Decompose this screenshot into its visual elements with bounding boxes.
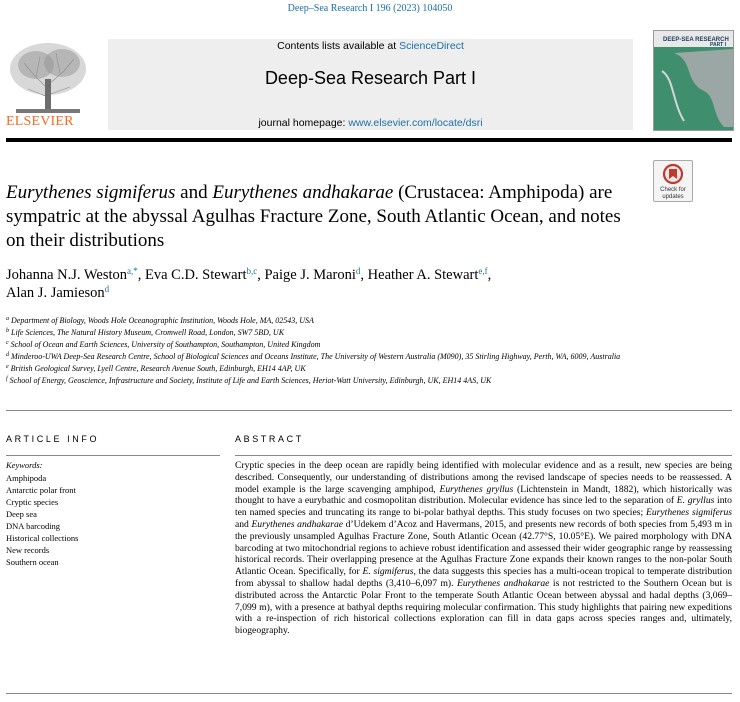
title-and: and: [175, 182, 213, 203]
author-affiliation-marker[interactable]: d: [104, 284, 110, 294]
author-name[interactable]: Heather A. Stewart: [367, 267, 479, 283]
author-name[interactable]: Paige J. Maroni: [264, 267, 356, 283]
keyword-item: Antarctic polar front: [6, 485, 76, 495]
affiliation-text: Minderoo-UWA Deep-Sea Research Centre, School of Biological Sciences and Oceans Institute, The University of Western Australia (M090), 35 Stirling Highway, Perth, WA, 6009, Australia: [11, 352, 621, 361]
affiliation-text: School of Ocean and Earth Sciences, University of Southampton, Southampton, United Kingdom: [10, 340, 321, 349]
affiliation-item: [6, 327, 646, 339]
cover-title: DEEP-SEA RESEARCH: [663, 37, 729, 43]
abstract-segment: d’Udekem d’Acoz and Havermans, 2015, and presents new records of both species from 5,493 m in the previously unsampled Agulhas Fracture Zone, South Atlantic Ocean (42.77°S, 10.05°E). We paired morphology with DNA barcoding at two mitochondrial regions to achieve robust identification and assessed their wider geographic range by reassessing historical records. Their overlapping presence at the Agulhas Fracture Zone expands their known ranges to the non-polar South Atlantic Ocean. Specifically, for: [235, 518, 732, 578]
title-species-2: Eurythenes andhakarae: [212, 182, 394, 203]
author-affiliation-marker[interactable]: d: [355, 266, 361, 276]
abstract-italic: E. sigmiferus: [362, 566, 414, 578]
journal-reference[interactable]: Deep–Sea Research I 196 (2023) 104050: [287, 3, 453, 14]
keyword-item: Amphipoda: [6, 473, 47, 483]
author-name[interactable]: Alan J. Jamieson: [6, 285, 105, 301]
homepage-line: [108, 117, 633, 129]
article-info-heading: ARTICLE INFO: [6, 434, 100, 444]
affiliation-item: [6, 315, 646, 327]
abstract-italic: Eurythenes sigmiferus: [646, 507, 732, 519]
abstract-italic: E. gryllus: [676, 495, 715, 507]
author-separator: ,: [360, 267, 368, 283]
abstract-segment: , the data suggests this species has a multi-ocean tropical to temperate distribution from abyssal to shallow hadal depths (3,410–6,097 m).: [235, 566, 732, 589]
affiliation-key: e: [6, 364, 9, 370]
journal-header: [108, 39, 633, 130]
article-info-rule: [6, 455, 220, 456]
keyword-item: New records: [6, 545, 50, 555]
abstract-text: [235, 460, 732, 637]
cover-art: [654, 31, 733, 130]
abstract-segment: Cryptic species in the deep ocean are rapidly being identified with molecular evidence and as a result, new species are being described. Consequently, our understanding of distributions among the revised landscape of species needs to be reassessed. A model example is the large scavenging amphipod,: [235, 460, 732, 495]
author-affiliation-marker[interactable]: b,c: [246, 266, 258, 276]
abstract-italic: Eurythenes andhakarae: [251, 518, 344, 530]
author-list: [6, 266, 646, 302]
abstract-heading: ABSTRACT: [235, 434, 304, 444]
author-separator: ,: [137, 267, 145, 283]
abstract-italic: Eurythenes andhakarae: [456, 577, 550, 589]
author-name[interactable]: Eva C.D. Stewart: [145, 267, 247, 283]
journal-cover-image[interactable]: [653, 30, 734, 131]
contents-line: [108, 40, 633, 52]
sciencedirect-link[interactable]: ScienceDirect: [399, 40, 464, 52]
keyword-item: Southern ocean: [6, 557, 59, 567]
contents-prefix: Contents lists available at: [277, 40, 400, 52]
article-title: [6, 181, 636, 253]
affiliation-key: c: [6, 340, 9, 346]
affiliation-item: [6, 339, 646, 351]
keyword-item: DNA barcoding: [6, 521, 61, 531]
affiliation-text: Department of Biology, Woods Hole Oceanographic Institution, Woods Hole, MA, 02543, USA: [11, 316, 314, 325]
keywords-list: [6, 472, 78, 568]
affiliation-key: a: [6, 316, 9, 322]
bottom-divider: [6, 693, 732, 694]
affiliation-item: [6, 351, 646, 363]
author-name[interactable]: Johanna N.J. Weston: [6, 267, 127, 283]
affiliation-text: Life Sciences, The Natural History Museum, Cromwell Road, London, SW7 5BD, UK: [11, 328, 285, 337]
title-rest: (Crustacea: Amphipoda) are sympatric at the abyssal Agulhas Fracture Zone, South Atlantic Ocean, and notes on their distributions: [6, 182, 621, 251]
homepage-prefix: journal homepage:: [258, 117, 349, 129]
author-affiliation-marker[interactable]: e,f: [478, 266, 488, 276]
abstract-segment: (Lichtenstein in Mandt, 1882), which historically was thought to have a eurybathic and cosmopolitan distribution. Molecular evidence has since led to the separation of: [235, 483, 733, 507]
journal-homepage-link[interactable]: www.elsevier.com/locate/dsri: [348, 117, 483, 129]
keyword-item: Cryptic species: [6, 497, 59, 507]
author-separator: ,: [487, 267, 492, 283]
affiliation-key: b: [6, 328, 9, 334]
title-species-1: Eurythenes sigmiferus: [6, 182, 176, 203]
affiliation-item: [6, 375, 646, 387]
affiliation-key: f: [6, 376, 8, 382]
affiliation-text: British Geological Survey, Lyell Centre, Research Avenue South, Edinburgh, EH14 4AP, UK: [10, 364, 306, 373]
section-divider: [6, 410, 732, 411]
abstract-rule: [235, 455, 732, 456]
affiliation-item: [6, 363, 646, 375]
elsevier-wordmark: ELSEVIER: [6, 114, 74, 129]
abstract-segment: into ten named species and truncating its range to bi-polar bathyal depths. This study focuses on two species;: [235, 495, 732, 519]
header-divider: [6, 138, 732, 142]
abstract-italic: Eurythenes gryllus: [439, 483, 514, 495]
keyword-item: Deep sea: [6, 509, 37, 519]
author-separator: ,: [257, 267, 265, 283]
check-updates-label: Check for updates: [660, 187, 686, 200]
abstract-segment: is not restricted to the Southern Ocean but is distributed across the Antarctic Polar Front to the temperate South Atlantic Ocean between abyssal and hadal depths (3,069–7,099 m), with a presence at bathyal depths requiring molecular confirmation. This study highlights that pairing new expeditions with a re-inspection of rich historical collections exploration can fill in data gaps across species ranges and, ultimately, biogeography.: [235, 577, 732, 637]
keywords-label: Keywords:: [6, 460, 43, 470]
abstract-segment: and: [235, 518, 252, 530]
author-affiliation-marker[interactable]: a,*: [127, 266, 138, 276]
affiliation-key: d: [6, 352, 9, 358]
journal-title: Deep-Sea Research Part I: [264, 68, 477, 88]
check-for-updates-button[interactable]: [653, 160, 693, 202]
keyword-item: Historical collections: [6, 533, 79, 543]
affiliation-text: School of Energy, Geoscience, Infrastructure and Society, Institute of Life and Earth Sciences, Heriot-Watt University, Edinburgh, UK, EH14 4AS, UK: [9, 376, 492, 385]
cover-part: PART I: [710, 42, 727, 48]
affiliation-list: [6, 315, 646, 387]
check-updates-icon: [654, 161, 692, 187]
